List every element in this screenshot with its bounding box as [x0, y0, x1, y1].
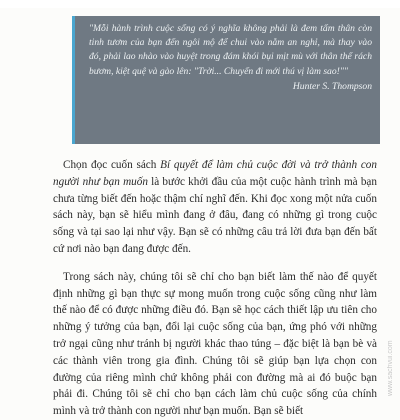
body-text: [53, 157, 377, 420]
paragraph-2: Trong sách này, chúng tôi sẽ chỉ cho bạn biết làm thế nào để quyết định những gì bạn thực sự mong muốn trong cuộc sống cũng như làm thế nào để có được những điều đó. Bạn sẽ học cách thiết lập ưu tiên cho những ý tưởng của bạn, đổi lại cuộc sống của bạn, ứng phó với những trở ngại cũng như tránh bị người khác thao túng – đặc biệt là bạn bè và các thành viên trong gia đình. Chúng tôi sẽ giúp bạn lựa chọn con đường của riêng mình chứ không phải con đường mà ai đó buộc bạn phải đi. Chúng tôi sẽ chỉ cho bạn cách làm chủ cuộc sống của chính mình và trở thành con người như bạn muốn. Bạn sẽ biết: [53, 270, 377, 418]
watermark: www.sachvui.com: [387, 340, 394, 396]
page-top-edge: [0, 0, 400, 8]
paragraph-1: [53, 157, 377, 258]
book-title: Bí quyết để làm chủ cuộc đời và trở thành con người như bạn muốn: [53, 159, 377, 188]
paragraph-1-rest: là bước khởi đầu của một cuộc hành trình mà bạn chưa từng biết đến hoặc thậm chí nghĩ đến. Khi đọc xong một nửa cuốn sách này, bạn sẽ hiểu mình đang ở đâu, đang có những gì trong cuộc sống và tại sao lại như vậy. Bạn sẽ có những câu trả lời đưa bạn đến bất cứ nơi nào bạn đang được đến.: [53, 175, 377, 255]
paragraph-1-intro: Chọn đọc cuốn sách: [63, 159, 161, 171]
quote-author: Hunter S. Thompson: [292, 80, 372, 92]
epigraph-quote-box: [72, 16, 380, 144]
quote-text: "Mỗi hành trình cuộc sống có ý nghĩa không phải là đem tấm thân còn tinh tươm của bạn đến ngôi mộ để chui vào nằm an nghỉ, mà thay vào đó, phải lao nhào vào huyệt trong đám khói bụi mịt mù với thân thể rách bươm, kiệt quệ và gào lên: "Trời... Chuyến đi mới thú vị làm sao!"": [89, 23, 372, 77]
